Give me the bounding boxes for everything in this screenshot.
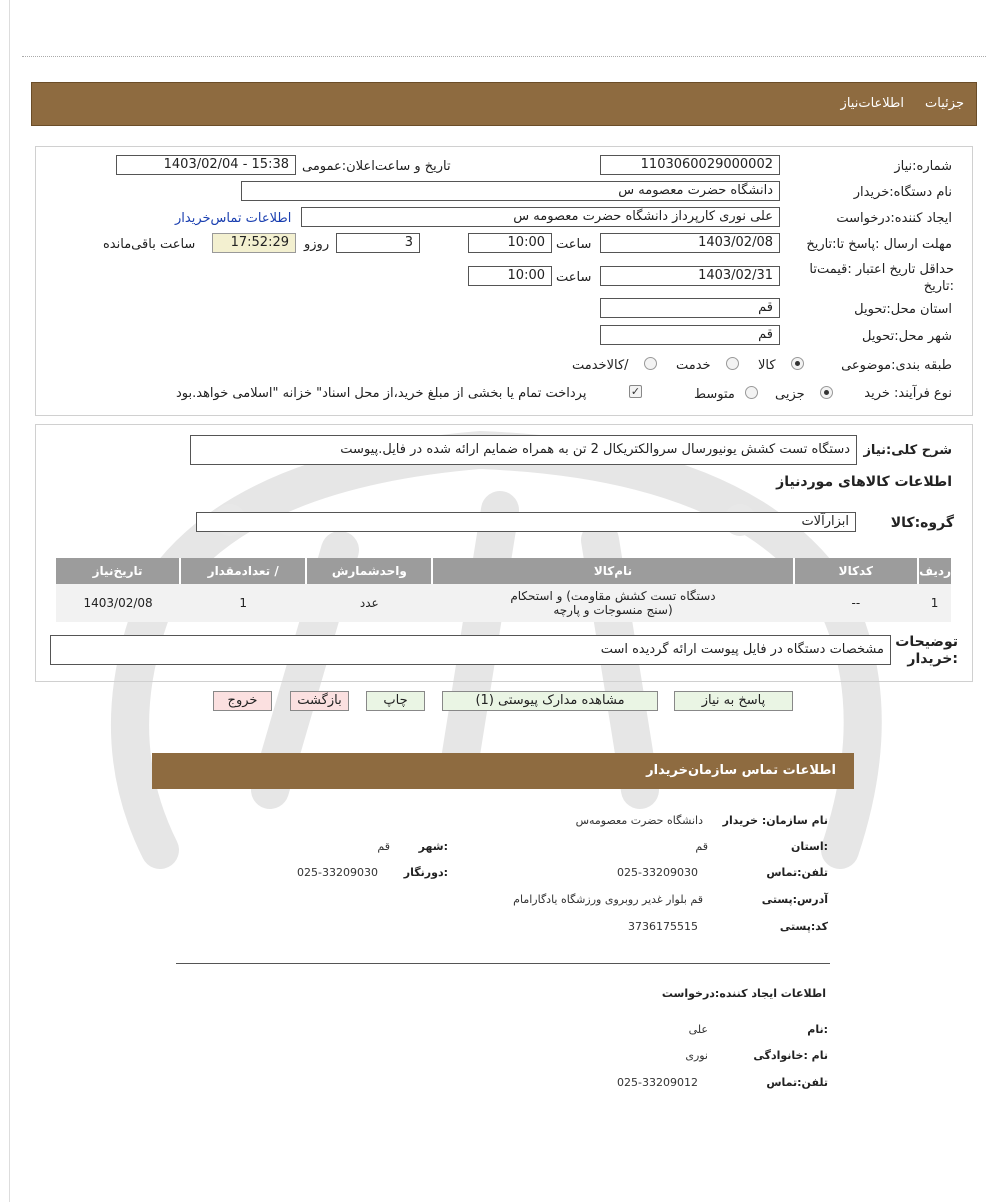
price-validity-label: حداقل تاریخ اعتبار :قیمت‌تا :تاریخ: [809, 262, 954, 294]
contact-address-label: آدرس:پستی: [761, 893, 828, 906]
tab-need-info[interactable]: اطلاعات‌نیاز: [840, 96, 904, 111]
days-label: روزو: [304, 237, 330, 252]
col-unit-header: واحدشمارش: [306, 558, 432, 584]
col-name-header: نام‌کالا: [432, 558, 793, 584]
buyer-notes-field: مشخصات دستگاه در فایل پیوست ارائه گردیده است: [50, 635, 891, 665]
cell-unit: عدد: [306, 584, 432, 622]
goods-group-label: گروه:کالا: [890, 515, 954, 531]
contact-fax-label: :دورنگار: [403, 866, 448, 879]
process-partial-radio[interactable]: [820, 386, 833, 399]
goods-info-title: اطلاعات کالاهای موردنیاز: [776, 474, 952, 490]
category-goods-service-radio[interactable]: [644, 357, 657, 370]
category-goods-service-label: /کالاخدمت: [572, 358, 629, 373]
payment-checkbox[interactable]: ✓: [630, 385, 641, 398]
province-field: قم: [600, 298, 780, 318]
category-service-radio[interactable]: [726, 357, 739, 370]
col-qty-header: / تعدادمقدار: [180, 558, 306, 584]
deadline-label: مهلت ارسال :پاسخ تا:تاریخ: [806, 237, 952, 252]
cell-code: --: [794, 584, 919, 622]
contact-fax-value: 025-33209030: [297, 866, 378, 879]
contact-org-value: دانشگاه حضرت معصومه‌س: [575, 814, 703, 827]
contact-phone-label: تلفن:تماس: [766, 866, 828, 879]
header-bar: [31, 82, 977, 126]
cell-name: [432, 584, 793, 622]
back-button[interactable]: بازگشت: [290, 691, 349, 711]
buyer-notes-label-1: توضیحات: [895, 634, 958, 650]
creator-name-value: علی: [688, 1023, 708, 1036]
payment-note: پرداخت تمام یا بخشی از مبلغ خرید،از محل اسناد" خزانه "اسلامی خواهد.بود: [176, 386, 587, 401]
buyer-org-label: نام دستگاه:خریدار: [853, 185, 952, 200]
deadline-date-field: 1403/02/08: [600, 233, 780, 253]
remaining-label: ساعت باقی‌مانده: [103, 237, 196, 252]
buyer-notes-label-2: :خریدار: [907, 651, 958, 667]
col-row-header: ردیف: [918, 558, 951, 584]
creator-phone-value: 025-33209012: [617, 1076, 698, 1089]
process-partial-label: جزیی: [775, 387, 805, 402]
summary-field: دستگاه تست کشش یونیورسال سروالکتریکال 2 تن به همراه ضمایم ارائه شده در فایل.پیوست: [190, 435, 857, 465]
need-number-label: شماره:نیاز: [894, 159, 952, 174]
goods-group-field: ابزارآلات: [196, 512, 856, 532]
category-goods-radio[interactable]: [791, 357, 804, 370]
table-header-row: [56, 558, 951, 584]
city-field: قم: [600, 325, 780, 345]
process-medium-label: متوسط: [694, 387, 735, 402]
category-goods-label: کالا: [758, 358, 776, 373]
days-field: 3: [336, 233, 420, 253]
contact-city-value: قم: [377, 840, 390, 853]
summary-label: شرح کلی:نیاز: [863, 443, 952, 458]
page-left-border: [9, 0, 10, 1202]
view-documents-button[interactable]: مشاهده مدارک پیوستی (1): [442, 691, 658, 711]
contact-title: اطلاعات تماس سازمان‌خریدار: [646, 763, 836, 778]
cell-date: 1403/02/08: [56, 584, 180, 622]
exit-button[interactable]: خروج: [213, 691, 272, 711]
reply-button[interactable]: پاسخ به نیاز: [674, 691, 793, 711]
city-label: شهر محل:تحویل: [862, 329, 952, 344]
cell-qty: 1: [180, 584, 306, 622]
category-label: طبقه بندی:موضوعی: [841, 358, 952, 373]
remaining-time-field: 17:52:29: [212, 233, 296, 253]
contact-province-value: قم: [695, 840, 708, 853]
creator-title: اطلاعات ایجاد کننده:درخواست: [661, 987, 826, 1000]
contact-postal-value: 3736175515: [628, 920, 698, 933]
col-date-header: تاریخ‌نیاز: [56, 558, 180, 584]
cell-row: 1: [918, 584, 951, 622]
process-label: نوع فرآیند: خرید: [864, 386, 952, 401]
top-dotted-divider: [22, 56, 986, 57]
cell-name-line1: دستگاه تست کشش مقاومت) و استحکام: [510, 589, 716, 603]
announce-label: تاریخ و ساعت‌اعلان:عمومی: [302, 159, 451, 174]
price-validity-time-field: 10:00: [468, 266, 552, 286]
creator-family-label: نام :خانوادگی: [753, 1049, 828, 1062]
price-validity-date-field: 1403/02/31: [600, 266, 780, 286]
creator-name-label: :نام: [807, 1023, 828, 1036]
deadline-time-field: 10:00: [468, 233, 552, 253]
contact-address-value: قم بلوار غدیر روبروی ورزشگاه یادگارامام: [513, 893, 703, 906]
announce-field: 1403/02/04 - 15:38: [116, 155, 296, 175]
col-code-header: کدکالا: [794, 558, 919, 584]
requester-field: علی نوری کارپرداز دانشگاه حضرت معصومه س: [301, 207, 780, 227]
cell-name-line2: (سنج منسوجات و پارچه: [553, 603, 673, 617]
contact-phone-value: 025-33209030: [617, 866, 698, 879]
category-service-label: خدمت: [676, 358, 711, 373]
goods-table: [56, 558, 951, 622]
contact-header-bar: [152, 753, 854, 789]
contact-province-label: :استان: [791, 840, 828, 853]
contact-city-label: :شهر: [418, 840, 448, 853]
contact-org-label: نام سازمان: خریدار: [722, 814, 828, 827]
creator-family-value: نوری: [685, 1049, 708, 1062]
deadline-time-label: ساعت: [556, 237, 592, 252]
creator-phone-label: تلفن:تماس: [766, 1076, 828, 1089]
table-row: [56, 584, 951, 622]
requester-label: ایجاد کننده:درخواست: [836, 211, 952, 226]
process-medium-radio[interactable]: [745, 386, 758, 399]
province-label: استان محل:تحویل: [854, 302, 952, 317]
buyer-org-field: دانشگاه حضرت معصومه س: [241, 181, 780, 201]
price-validity-time-label: ساعت: [556, 270, 592, 285]
print-button[interactable]: چاپ: [366, 691, 425, 711]
need-number-field: 1103060029000002: [600, 155, 780, 175]
contact-divider: [176, 963, 830, 964]
buyer-contact-link[interactable]: اطلاعات تماس‌خریدار: [175, 211, 292, 226]
tab-details[interactable]: جزئیات: [925, 96, 964, 111]
contact-postal-label: کد:پستی: [779, 920, 828, 933]
